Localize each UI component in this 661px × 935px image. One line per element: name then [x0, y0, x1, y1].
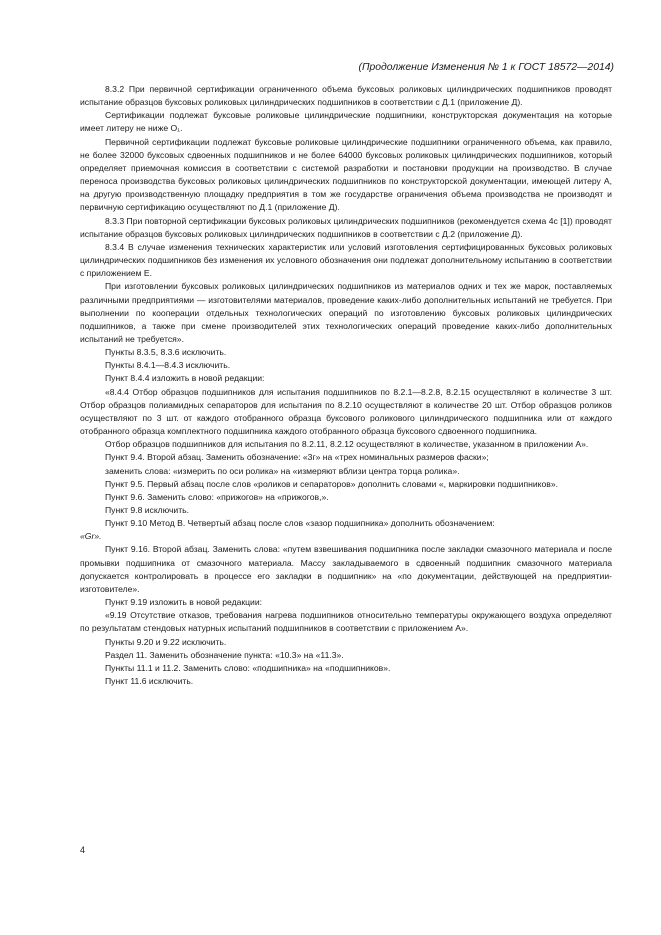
- paragraph-8-3-3: 8.3.3 При повторной сертификации буксовых роликовых цилиндрических подшипников (рекомендуется схема 4с [1]) проводят испытание образцов буксовых роликовых цилиндрических подшипников в соответствии с Д.2 (приложение Д).: [80, 215, 612, 239]
- paragraph-8-4-4-intro: Пункт 8.4.4 изложить в новой редакции:: [105, 373, 265, 384]
- paragraph-certification-scope: Сертификации подлежат буксовые роликовые цилиндрические подшипники, конструкторская документация на которые имеет литеру не ниже О₁.: [80, 110, 612, 134]
- document-body: [80, 83, 612, 688]
- paragraph-primary-certification: Первичной сертификации подлежат буксовые роликовые цилиндрические подшипники ограниченного объема, как правило, не более 32000 буксовых сдвоенных подшипников и не более 64000 буксовых роликовых цилиндрических подшипников, который определяет приемочная комиссия в соответствии с системой разработки и постановки продукции на производство. В случае переноса производства буксовых роликовых цилиндрических подшипников по конструкторской документации, имеющей литеру А, на другую производственную площадку предприятия в том же государстве ограничения объема производства не производят и первичную сертификацию осуществляют по Д.1 (приложение Д).: [80, 136, 612, 213]
- paragraph-11-1: Пункты 11.1 и 11.2. Заменить слово: «подшипника» на «подшипников».: [105, 662, 391, 673]
- paragraph-9-8: Пункт 9.8 исключить.: [105, 505, 190, 515]
- paragraph-materials: При изготовлении буксовых роликовых цилиндрических подшипников из материалов одних и тех же марок, поставляемых различными предприятиями — изготовителями материалов, проведение каких-либо дополнительных испытаний не требуется. При выполнении по кооперации отдельных технологических операций по изготовлению буксовых роликовых цилиндрических подшипников, а также при смене производителей этих технологических операций проведение каких-либо дополнительных испытаний не требуется».: [80, 281, 612, 344]
- paragraph-9-4: Пункт 9.4. Второй абзац. Заменить обозначение: «3г» на «трех номинальных размеров фаски»;: [105, 452, 489, 463]
- paragraph-9-5: Пункт 9.5. Первый абзац после слов «роликов и сепараторов» дополнить словами «, маркировки подшипников».: [105, 478, 559, 489]
- paragraph-9-16: Пункт 9.16. Второй абзац. Заменить слова: «путем взвешивания подшипника после закладки смазочного материала и после промывки подшипника от смазочного материала. Массу закладываемого в сдвоенный подшипник смазочного материала допускается контролировать в процессе его закладки в подшипник» на «по документации, действующей на предприятии-изготовителе».: [80, 544, 612, 594]
- paragraph-9-4-replace: заменить слова: «измерить по оси ролика» на «измеряют вблизи центра торца ролика».: [105, 465, 460, 476]
- paragraph-8-3-4: 8.3.4 В случае изменения технических характеристик или условий изготовления сертифицированных буксовых роликовых цилиндрических подшипников без изменения их условного обозначения они подлежат дополнительному испытанию в соответствии с приложением Е.: [80, 241, 612, 279]
- paragraph-11-6: Пункт 11.6 исключить.: [105, 676, 194, 687]
- paragraph-8-4-4-text: «8.4.4 Отбор образцов подшипников для испытания подшипников по 8.2.1—8.2.8, 8.2.15 осуществляют в количестве 3 шт. Отбор образцов полиамидных сепараторов для испытания по 8.2.10 осуществляют в количестве 20 шт. Отбор образцов роликов осуществляют по 3 шт. от каждого отобранного образца буксового роликового цилиндрического подшипника или от каждого отобранного образца комплектного подшипника каждого отобранного образца буксового сдвоенного подшипника.: [80, 386, 612, 437]
- paragraph-8-3-2: 8.3.2 При первичной сертификации ограниченного объема буксовых роликовых цилиндрических подшипников проводят испытание образцов буксовых роликовых цилиндрических подшипников в соответствии с Д.1 (приложение Д).: [80, 84, 612, 108]
- paragraph-9-6: Пункт 9.6. Заменить слово: «прижогов» на «прижогов,».: [105, 491, 329, 502]
- paragraph-9-19-intro: Пункт 9.19 изложить в новой редакции:: [105, 597, 263, 608]
- paragraph-8-2-11-sampling: Отбор образцов подшипников для испытания по 8.2.11, 8.2.12 осуществляют в количестве, указанном в приложении А».: [105, 439, 589, 450]
- paragraph-8-3-5-exclude: Пункты 8.3.5, 8.3.6 исключить.: [105, 347, 227, 358]
- paragraph-8-4-1-exclude: Пункты 8.4.1—8.4.3 исключить.: [105, 360, 231, 371]
- paragraph-9-19-text: «9.19 Отсутствие отказов, требования нагрева подшипников относительно температуры окружающего воздуха определяют по результатам стендовых натурных испытаний подшипников в соответствии с приложением А».: [80, 610, 612, 634]
- running-header: (Продолжение Изменения № 1 к ГОСТ 18572—2014): [358, 62, 614, 73]
- paragraph-section-11: Раздел 11. Заменить обозначение пункта: «10.3» на «11.3».: [105, 649, 344, 660]
- paragraph-9-10-symbol: «Gr».: [80, 531, 102, 542]
- page-number: 4: [80, 845, 86, 855]
- paragraph-9-10: [80, 517, 612, 543]
- paragraph-9-20-exclude: Пункты 9.20 и 9.22 исключить.: [105, 636, 227, 647]
- paragraph-9-10-text: Пункт 9.10 Метод В. Четвертый абзац после слов «зазор подшипника» дополнить обозначением:: [105, 518, 495, 529]
